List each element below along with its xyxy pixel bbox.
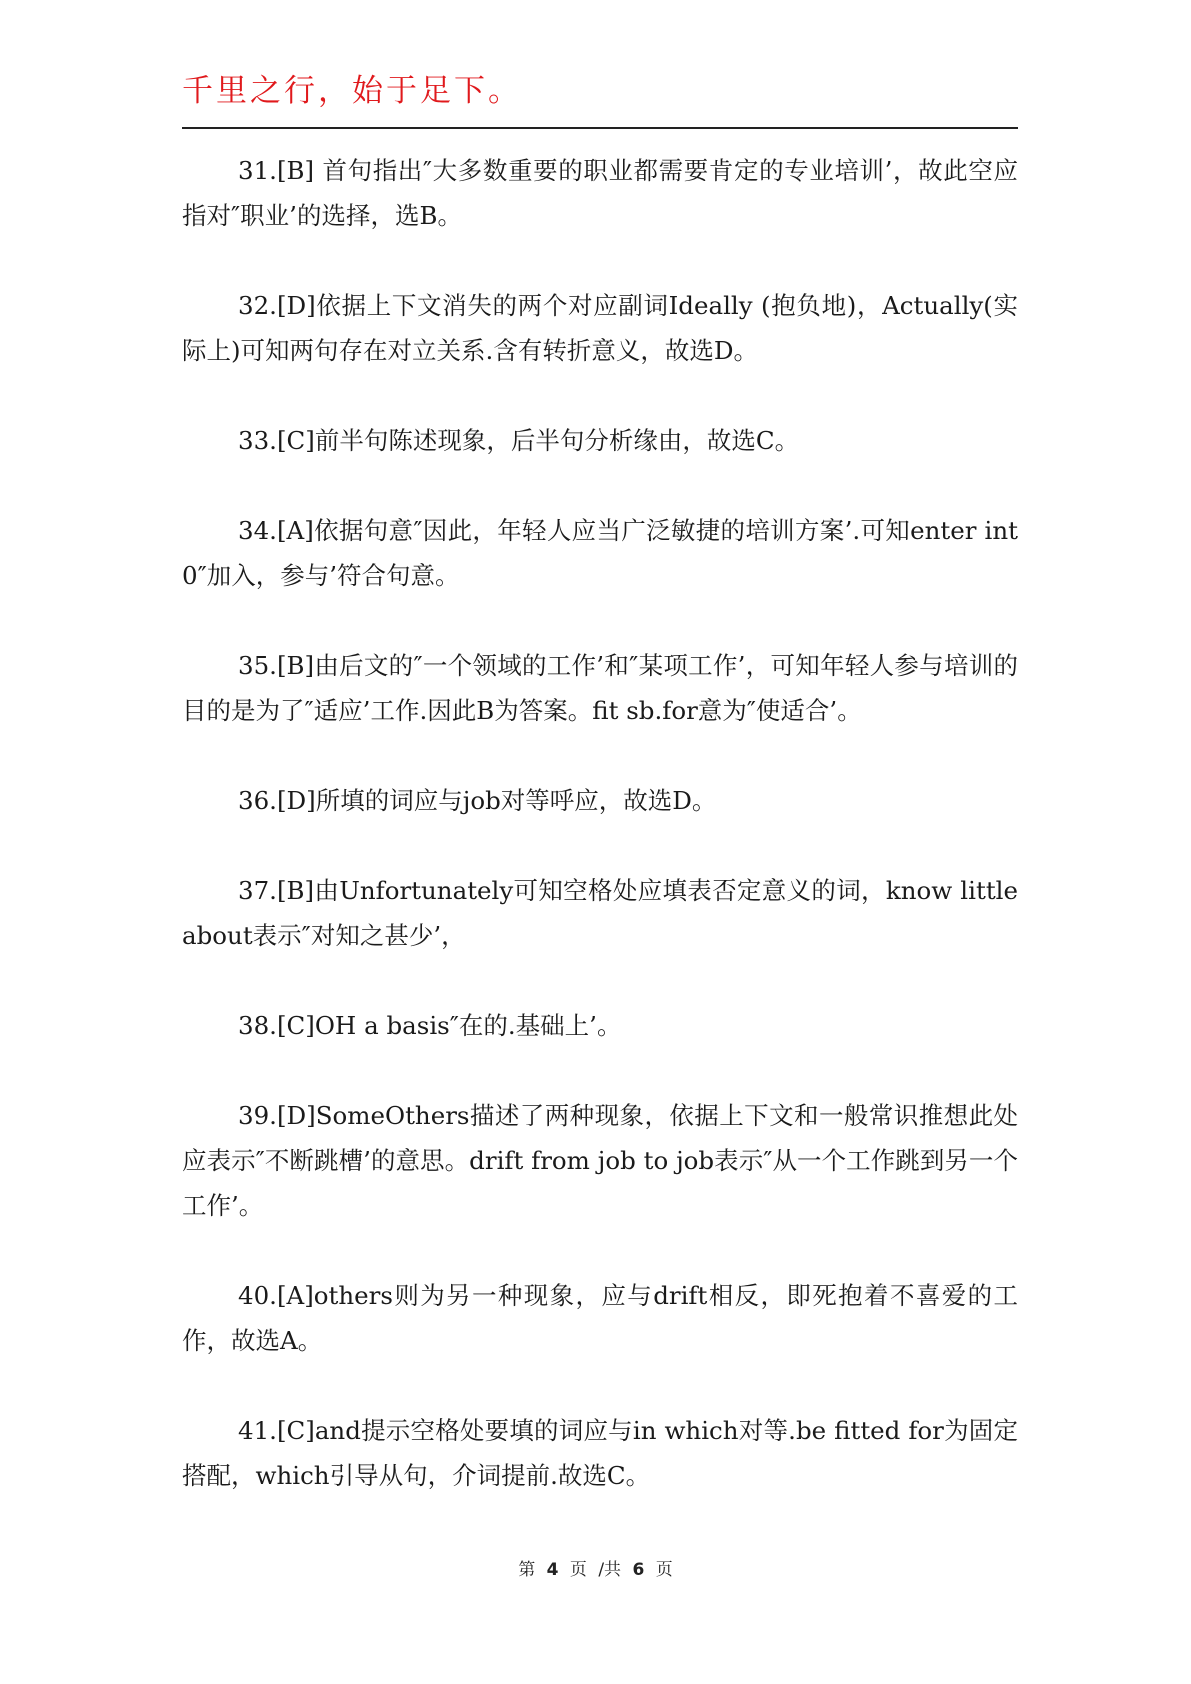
answer-40: 40.[A]others则为另一种现象，应与drift相反，即死抱着不喜爱的工作，故选A。: [182, 1281, 1018, 1355]
answer-list: [182, 148, 1018, 1543]
answer-33: 33.[C]前半句陈述现象，后半句分析缘由，故选C。: [238, 426, 800, 455]
answer-38: 38.[C]OH a basis″在的.基础上’。: [238, 1011, 622, 1040]
current-page-number: 4: [546, 1560, 559, 1580]
answer-36: 36.[D]所填的词应与job对等呼应，故选D。: [238, 786, 717, 815]
answer-37: 37.[B]由Unfortunately可知空格处应填表否定意义的词，know little about表示″对知之甚少’，: [182, 876, 1018, 950]
answer-35: 35.[B]由后文的″一个领域的工作’和″某项工作’，可知年轻人参与培训的目的是为了″适应’工作.因此B为答案。fit sb.for意为″使适合’。: [182, 651, 1018, 725]
page-footer: [0, 1555, 1191, 1580]
answer-32: 32.[D]依据上下文消失的两个对应副词Ideally (抱负地)，Actually(实际上)可知两句存在对立关系.含有转折意义，故选D。: [182, 291, 1018, 365]
answer-31: 31.[B] 首句指出″大多数重要的职业都需要肯定的专业培训’，故此空应指对″职业’的选择，选B。: [182, 156, 1018, 230]
answer-39: 39.[D]SomeOthers描述了两种现象，依据上下文和一般常识推想此处应表示″不断跳槽’的意思。drift from job to job表示″从一个工作跳到另一个工作’。: [182, 1101, 1018, 1220]
answer-34: 34.[A]依据句意″因此，年轻人应当广泛敏捷的培训方案’.可知enter int0″加入，参与’符合句意。: [182, 516, 1018, 590]
footer-total-unit: 页: [655, 1560, 673, 1580]
footer-prefix: 第: [518, 1560, 536, 1580]
footer-separator: /共: [598, 1560, 622, 1580]
footer-page-unit: 页: [569, 1560, 587, 1580]
header-motto: 千里之行，始于足下。: [182, 73, 522, 109]
total-page-number: 6: [632, 1560, 645, 1580]
answer-41: 41.[C]and提示空格处要填的词应与in which对等.be fitted for为固定搭配，which引导从句，介词提前.故选C。: [182, 1416, 1018, 1490]
header-divider: [182, 127, 1018, 129]
